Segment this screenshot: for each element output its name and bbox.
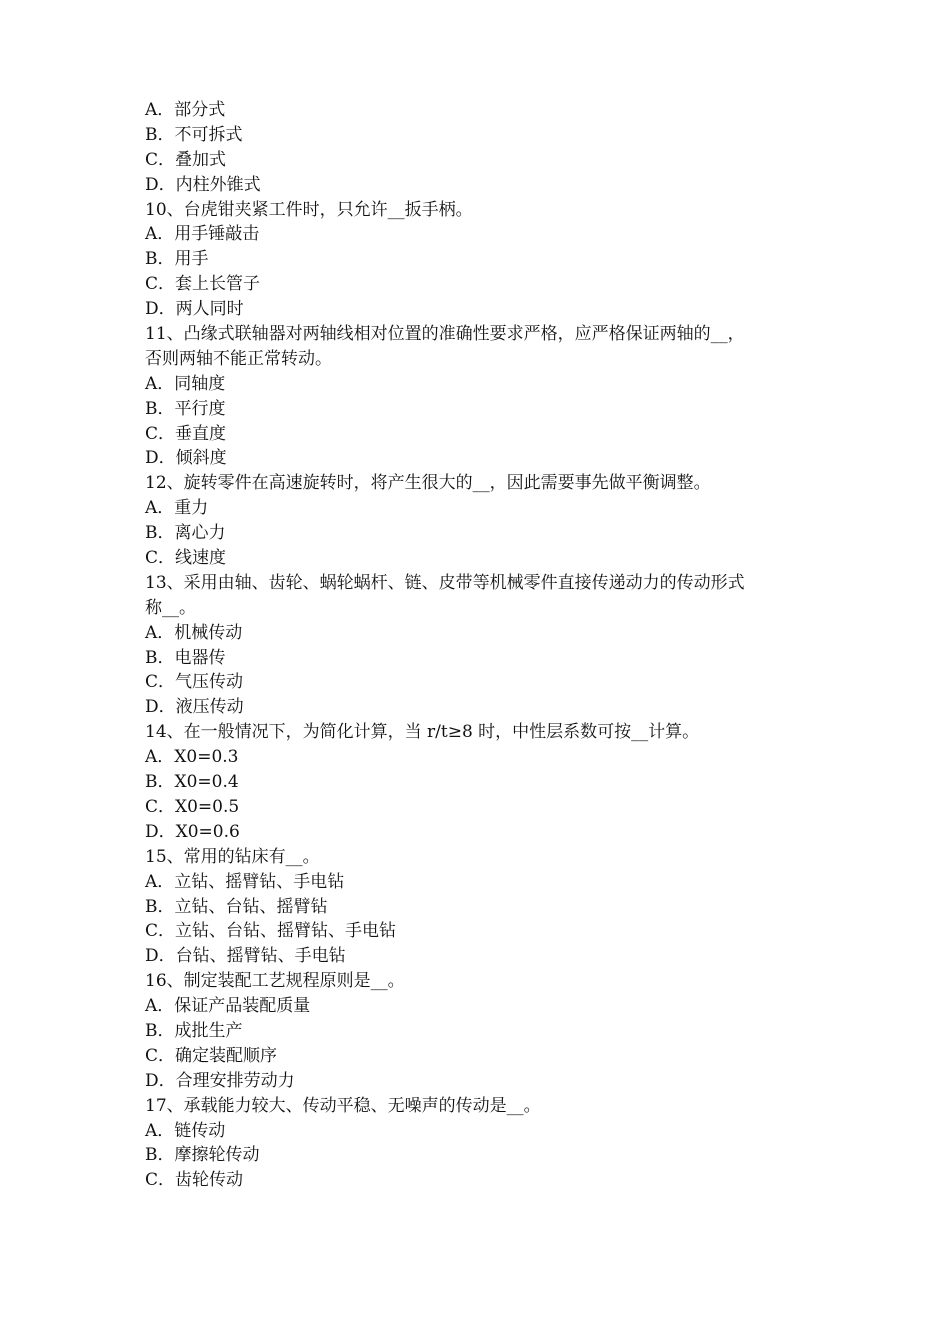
option-line: B．电器传	[145, 647, 226, 668]
option-line: B．摩擦轮传动	[145, 1145, 260, 1166]
option-line: C．齿轮传动	[145, 1170, 244, 1191]
option-line: C．套上长管子	[145, 274, 261, 295]
option-line: A．机械传动	[145, 622, 243, 643]
option-line: A．用手锤敲击	[145, 224, 260, 245]
option-line: D．X0=0.6	[145, 821, 240, 842]
option-line: A．部分式	[145, 100, 226, 120]
option-line: A．同轴度	[145, 373, 226, 394]
question-line: 11、凸缘式联轴器对两轴线相对位置的准确性要求严格，应严格保证两轴的__，	[145, 324, 745, 345]
option-line: D．合理安排劳动力	[145, 1070, 295, 1091]
document-body	[145, 98, 825, 1193]
option-line: C．叠加式	[145, 149, 227, 170]
option-line: B．平行度	[145, 398, 226, 419]
option-line: C．线速度	[145, 548, 227, 569]
option-line: B．成批生产	[145, 1020, 243, 1041]
option-line: D．内柱外锥式	[145, 174, 261, 195]
question-continuation-line: 称__。	[145, 597, 196, 618]
question-line: 12、旋转零件在高速旋转时，将产生很大的__，因此需要事先做平衡调整。	[145, 473, 711, 494]
option-line: C．气压传动	[145, 672, 244, 693]
option-line: B．用手	[145, 249, 209, 270]
option-line: B．X0=0.4	[145, 772, 239, 793]
option-line: A．链传动	[145, 1120, 226, 1141]
option-line: B．不可拆式	[145, 124, 243, 145]
option-line: C．X0=0.5	[145, 796, 240, 817]
option-line: D．倾斜度	[145, 448, 227, 469]
question-line: 10、台虎钳夹紧工件时，只允许__扳手柄。	[145, 199, 473, 220]
question-line: 13、采用由轴、齿轮、蜗轮蜗杆、链、皮带等机械零件直接传递动力的传动形式	[145, 572, 745, 593]
option-line: D．两人同时	[145, 299, 244, 320]
option-line: A．X0=0.3	[145, 747, 239, 768]
question-continuation-line: 否则两轴不能正常转动。	[145, 348, 332, 369]
option-line: A．重力	[145, 498, 209, 519]
option-line: A．保证产品装配质量	[145, 996, 311, 1017]
option-line: C．立钻、台钻、摇臂钻、手电钻	[145, 921, 397, 942]
option-line: A．立钻、摇臂钻、手电钻	[145, 871, 345, 892]
option-line: B．立钻、台钻、摇臂钻	[145, 896, 328, 917]
option-line: B．离心力	[145, 523, 226, 544]
option-line: D．液压传动	[145, 697, 244, 718]
option-line: C．垂直度	[145, 423, 227, 444]
question-line: 15、常用的钻床有__。	[145, 846, 320, 867]
question-line: 17、承载能力较大、传动平稳、无噪声的传动是__。	[145, 1095, 541, 1116]
option-line: D．台钻、摇臂钻、手电钻	[145, 946, 346, 967]
question-line: 14、在一般情况下，为简化计算，当 r/t≥8 时，中性层系数可按__计算。	[145, 722, 700, 743]
question-line: 16、制定装配工艺规程原则是__。	[145, 971, 405, 992]
option-line: C．确定装配顺序	[145, 1045, 278, 1066]
